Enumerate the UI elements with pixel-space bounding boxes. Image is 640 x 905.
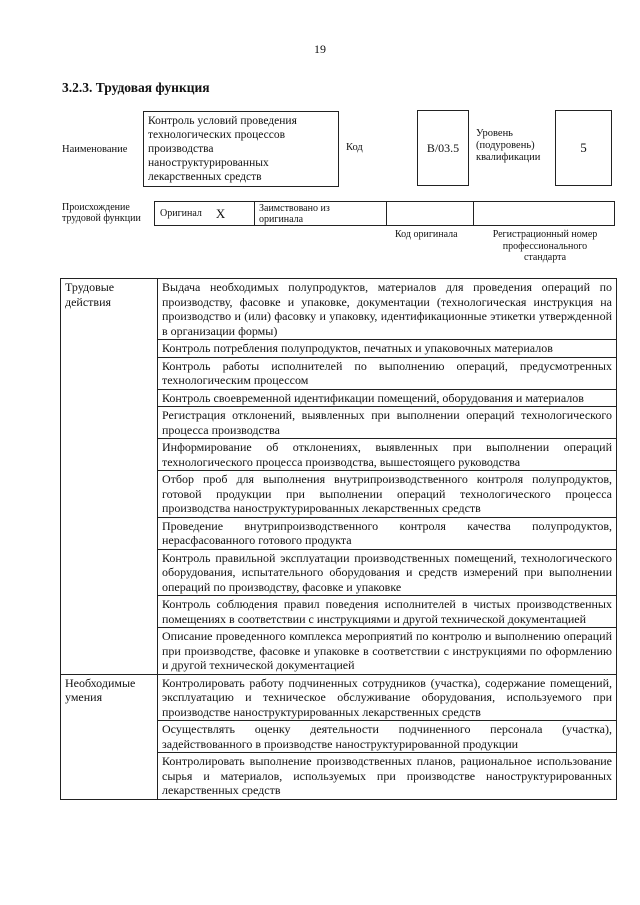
table-row — [61, 674, 617, 721]
section-title: 3.2.3. Трудовая функция — [62, 80, 210, 95]
table-cell: Контроль соблюдения правил поведения исполнителей в чистых производственных помещениях в соответствии с инструкциями и другой технической документацией — [158, 596, 617, 628]
code-value-box — [417, 110, 469, 186]
level-label-line: квалификации — [476, 152, 541, 163]
reg-number-caption-line: профессионального — [502, 240, 588, 252]
table-cell: Контроль потребления полупродуктов, печатных и упаковочных материалов — [158, 340, 617, 358]
table-cell: Отбор проб для выполнения внутрипроизводственного контроля полупродуктов, готовой продукции при выполнении операций технологического процесса производства наноструктурированных лекарственных средств — [158, 471, 617, 518]
table-row — [61, 279, 617, 340]
table-cell: Контролировать работу подчиненных сотрудников (участка), содержание помещений, эксплуатацию и техническое обслуживание оборудования, используемого при производстве наноструктурированных лекарственных средств — [158, 674, 617, 721]
table-cell: Контроль правильной эксплуатации производственных помещений, технологического оборудования, испытательного оборудования и средств измерений при выполнении операций по производству, фасовке и упаковке — [158, 549, 617, 596]
code-original-cell — [387, 202, 474, 225]
category-label-line: действия — [65, 294, 112, 309]
original-mark: X — [215, 206, 226, 221]
borrowed-label-line: Заимствовано из — [259, 203, 330, 214]
code-value: В/03.5 — [426, 140, 460, 155]
level-value-box — [555, 110, 612, 186]
labor-function-table — [60, 278, 617, 800]
table-cell: Осуществлять оценку деятельности подчиненного персонала (участка), задействованного в производстве наноструктурированной продукции — [158, 721, 617, 753]
table-cell: Контролировать выполнение производственных планов, рациональное использование сырья и материалов, используемых при производстве наноструктурированных лекарственных средств — [158, 753, 617, 800]
origin-label-line: Происхождение — [62, 202, 130, 213]
table-cell: Выдача необходимых полупродуктов, материалов для проведения операций по производству, фасовке и упаковке, документации (технологическая инструкция на производство и (или) фасовку и упаковку, идентификационные этикетки утвержденной в организации формы) — [158, 279, 617, 340]
table-cell: Информирование об отклонениях, выявленных при выполнении операций технологического процесса производства, вышестоящего руководства — [158, 439, 617, 471]
level-label-line: Уровень — [476, 128, 513, 139]
code-original-caption: Код оригинала — [395, 229, 458, 240]
code-label: Код — [346, 142, 363, 153]
origin-label-line: трудовой функции — [62, 213, 141, 224]
category-cell — [61, 674, 158, 799]
table-cell: Контроль своевременной идентификации помещений, оборудования и материалов — [158, 389, 617, 407]
function-name-box — [143, 111, 339, 187]
original-cell — [155, 202, 255, 225]
table-cell: Контроль работы исполнителей по выполнению операций, предусмотренных технологическим процессом — [158, 357, 617, 389]
origin-row — [154, 201, 615, 226]
reg-number-caption — [475, 229, 615, 264]
table-cell: Регистрация отклонений, выявленных при выполнении операций технологического процесса производства — [158, 407, 617, 439]
table-cell: Проведение внутрипроизводственного контроля качества полупродуктов, нерасфасованного готового продукта — [158, 517, 617, 549]
level-value: 5 — [580, 140, 587, 155]
reg-number-caption-line: стандарта — [523, 252, 567, 263]
function-name-line: наноструктурированных — [148, 157, 269, 169]
level-label-line: (подуровень) — [476, 140, 535, 151]
reg-number-caption-line: Регистрационный номер — [492, 229, 598, 240]
category-label-line: Необходимые — [65, 675, 136, 690]
original-label: Оригинал — [160, 208, 202, 219]
function-name-line: производства — [148, 143, 214, 155]
function-name-line: Контроль условий проведения — [148, 115, 297, 127]
page-number: 19 — [314, 42, 326, 56]
borrowed-label-line: оригинала — [259, 214, 304, 225]
reg-number-cell — [474, 202, 614, 225]
borrowed-cell — [255, 202, 387, 225]
level-label — [476, 128, 540, 164]
category-label-line: умения — [65, 690, 103, 704]
table-cell: Описание проведенного комплекса мероприятий по контролю и выполнению операций при производстве, фасовке и упаковке в соответствии с инструкциями по оформлению и другой технической документацией — [158, 628, 617, 675]
origin-label — [62, 202, 141, 224]
category-label-line: Трудовые — [65, 280, 115, 294]
name-label: Наименование — [62, 144, 128, 155]
function-name-line: технологических процессов — [148, 129, 286, 141]
category-cell — [61, 279, 158, 675]
function-name-line: лекарственных средств — [148, 171, 262, 183]
